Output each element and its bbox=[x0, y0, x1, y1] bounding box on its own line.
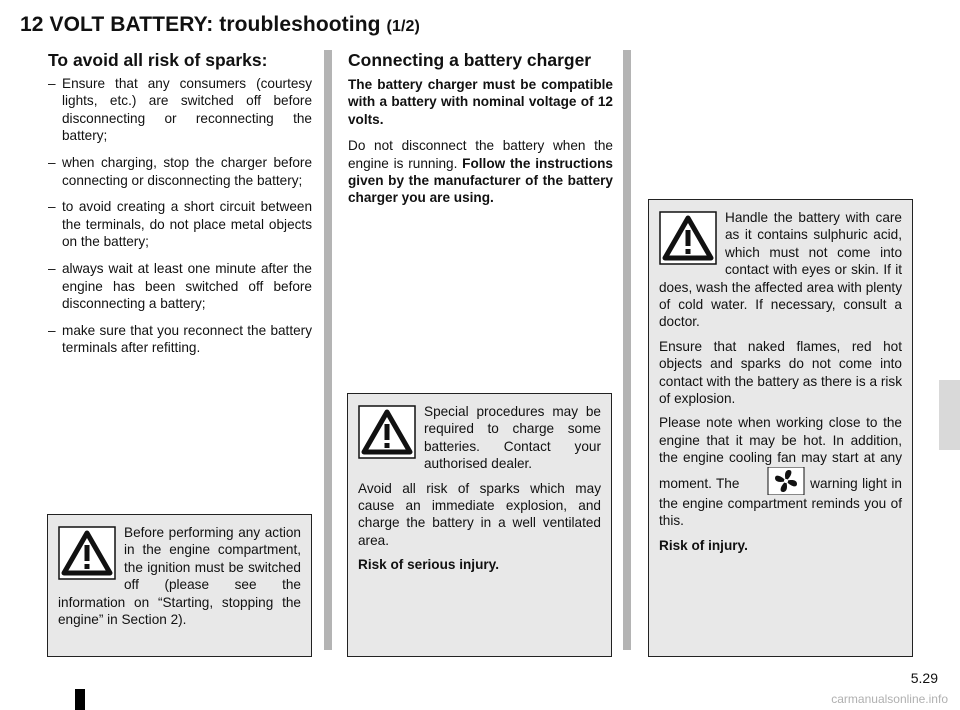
page-title-part: (1/2) bbox=[386, 18, 420, 35]
ventilation-text: Avoid all risk of sparks which may cause an immediate explosion, and charge the battery in a well ventilated area. bbox=[358, 480, 601, 548]
charging-warning-box bbox=[347, 393, 612, 657]
column-divider-right bbox=[623, 50, 631, 650]
warning-triangle-icon bbox=[659, 211, 717, 265]
serious-injury-text: Risk of serious injury. bbox=[358, 557, 500, 573]
ignition-warning-text: Before performing any action in the engine compartment, the ignition must be switched off (please see the information on “Starting, stopping the engine” in Section 2). bbox=[58, 525, 301, 628]
flames-warning-text: Ensure that naked flames, red hot objects and sparks do not come into contact with the battery as there is a risk of explosion. bbox=[659, 338, 902, 407]
watermark: carmanualsonline.info bbox=[831, 692, 948, 706]
acid-warning-text: Handle the battery with care as it contains sulphuric acid, which must not come into contact with eyes or skin. If it does, wash the affected area with plenty of cold water. If necessary, consult a doctor. bbox=[659, 210, 902, 330]
page-number: 5.29 bbox=[910, 670, 938, 686]
warning-triangle-icon bbox=[358, 405, 416, 459]
left-heading: To avoid all risk of sparks: bbox=[48, 50, 268, 70]
list-item: – when charging, stop the charger before connecting or disconnecting the battery; bbox=[48, 155, 312, 188]
page-title bbox=[20, 13, 420, 37]
warning-triangle-icon bbox=[58, 526, 116, 580]
charger-text bbox=[348, 76, 613, 207]
list-item: – Ensure that any consumers (courtesy lights, etc.) are switched off before disconnecting or reconnecting the battery; bbox=[48, 76, 312, 144]
section-tab bbox=[939, 380, 960, 450]
print-mark bbox=[75, 689, 85, 710]
page-title-text: 12 VOLT BATTERY: troubleshooting bbox=[20, 13, 381, 36]
list-item: – to avoid creating a short circuit between the terminals, do not place metal objects on the battery; bbox=[48, 199, 312, 250]
ignition-warning-box bbox=[47, 514, 312, 657]
injury-risk-text: Risk of injury. bbox=[659, 537, 748, 553]
charger-compatibility: The battery charger must be compatible with a battery with nominal voltage of 12 volts. bbox=[348, 77, 613, 127]
list-item: – make sure that you reconnect the battery terminals after refitting. bbox=[48, 322, 312, 356]
column-divider-left bbox=[324, 50, 332, 650]
special-procedures-text: Special procedures may be required to charge some batteries. Contact your authorised dealer. bbox=[424, 404, 601, 472]
fan-warning-text: Please note when working close to the engine that it may be hot. In addition, the engine cooling fan may start at any moment. The warning light in the engine compartment reminds you of this. bbox=[659, 415, 902, 529]
spark-precautions-list bbox=[48, 75, 312, 366]
cooling-fan-icon bbox=[750, 467, 806, 495]
charger-instructions: Do not disconnect the battery when the engine is running. Follow the instructions given by the manufacturer of the battery charger you are using. bbox=[348, 138, 613, 206]
middle-heading: Connecting a battery charger bbox=[348, 50, 592, 70]
battery-handling-warning-box bbox=[648, 199, 913, 657]
list-item: – always wait at least one minute after the engine has been switched off before disconnecting a battery; bbox=[48, 261, 312, 311]
